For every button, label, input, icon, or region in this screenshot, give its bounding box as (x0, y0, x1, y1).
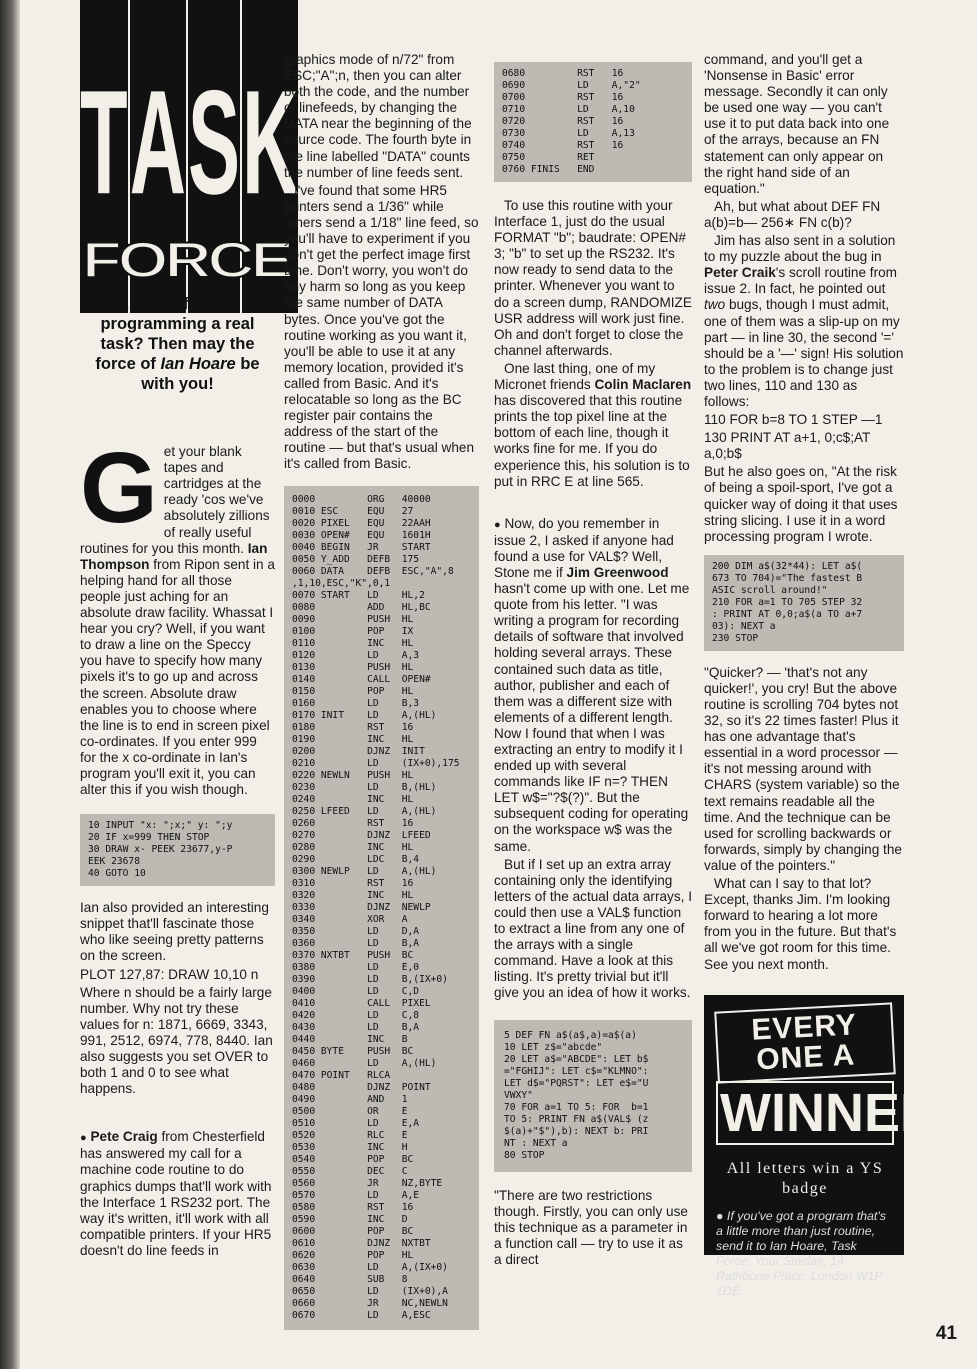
paragraph: I've found that some HR5 printers send a 1/36" while others send a 1/18" line feed, so you'll have to experiment if you don't get the perfect image first time. Don't worry, you won't do any harm so long as you keep the same number of DATA bytes. Once you've got the routine working as you want it, you'll be able to use it at any memory location, provided it's called from Basic. And it's relocatable so long as the BC register pair contains the address of the start of the routine — but that's usual when it's called from Basic. (284, 182, 479, 472)
text: Jim has also sent in a solution to my puzzle about the bug in (704, 233, 896, 265)
standfirst-pre: programming a real task? Then may the force of (95, 315, 255, 374)
logo-letter: A (130, 0, 186, 313)
text: bugs, though I must admit, one of them was a slip-up on my part — in line 30, the second '=' should be a '—' sign! His solution to the problem is to change just two lines, 110 and 130 as follows: (704, 297, 904, 409)
spacer (494, 492, 692, 516)
winner-heading-line-1: EVERY ONE A (714, 1002, 896, 1083)
emphasis: two (704, 297, 726, 313)
winner-subheading: All letters win a YS badge (726, 1159, 884, 1197)
paragraph: PLOT 127,87: DRAW 10,10 n (80, 966, 259, 982)
task-logo (80, 52, 299, 232)
page-number: 41 (935, 1323, 957, 1344)
paragraph: Where n should be a fairly large number. Why not try these values for n: 1871, 6669, 3343, 991, 2512, 6974, 778, 8440. Ian also suggests you set OVER to both 1 and 0 to see what happens. (80, 984, 273, 1097)
code-listing: 5 DEF FN a$(a$,a)=a$(a) 10 LET z$="abcde" 20 LET a$="ABCDE": LET b$ ="FGHIJ": LET c$="KLMNO": LET d$="PQRST": LET e$="U VWXY" 70 FOR a=1 TO 5: FOR b=1 TO 5: PRINT FN a$(VAL$ (z $(a)+"$"),b): NEXT b: PRI NT : NEXT a 80 STOP (494, 1020, 692, 1172)
text: 's scroll routine from issue 2. In fact, he pointed out (704, 265, 897, 297)
paragraph: graphics mode of n/72" from ESC;"A";n, then you can alter both the code, and the number of linefeeds, by changing the DATA near the beginning of the source code. The fourth byte in the line labelled "DATA" counts the number of line feeds sent. (284, 52, 472, 180)
code-listing: 200 DIM a$(32*44): LET a$( 673 TO 704)="The fastest B ASIC scroll around!" 210 FOR a=1 TO 705 STEP 32 : PRINT AT 0,0;a$(a TO a+7 03): NEXT a 230 STOP (704, 555, 904, 651)
standfirst-post: be with you! (141, 355, 260, 394)
column-1 (80, 52, 299, 1261)
logo-letter: T (80, 0, 128, 313)
drop-cap: G (80, 432, 158, 545)
paragraph: What can I say to that lot? Except, thanks Jim. I'm looking forward to hearing a lot more from you in the future. But that's all we've got room for this time. See you next month. (704, 876, 897, 972)
paragraph (80, 1129, 275, 1259)
contributor-name: Jim Greenwood (566, 564, 669, 580)
paragraph: But he also goes on, "At the risk of being a spoil-sport, I've got a quicker way of doing it that uses string slicing. I use it in a word processing program I wrote. (704, 464, 898, 544)
contributor-name: Peter Craik (704, 265, 776, 281)
contributor-name: Pete Craig (90, 1129, 158, 1145)
contributor-name: Ian Thompson (80, 540, 268, 572)
text: from Chesterfield has answered my call for a machine code routine to do graphics dumps that'll work with the Interface 1 RS232 port. The way it's written, it'll work with all compatible printers. If your HR5 doesn't do line feeds in (80, 1129, 272, 1258)
paragraph: "Quicker? — 'that's not any quicker!', you cry! But the above routine is scrolling 704 bytes not 32, so it's 22 times faster! Plus it has one advantage that's essential in a word processor — it's not messing around with CHARS (system variable) so the text remains readable all the time. And the technique can be used for scrolling backwards or forwards, simply by changing the value of the pointers." (704, 664, 902, 873)
paragraph: command, and you'll get a 'Nonsense in Basic' error message. Secondly it can only be used one way — you can't use it to put data back into one of the arrays, because an FN statement can only appear on the right hand side of an equation." (704, 52, 890, 196)
text: hasn't come up with one. Let me quote from his letter. "I was writing a program for recording details of software that involved holding several arrays. These contained such data as title, author, publisher and each of them was a different size with elements of a different length. Now I found that when I was extracting an entry to modify it I ended up with several commands like IF n=? THEN LET w$="?$(?)". But the subsequent coding for operating on the workspace w$ was the same. (494, 581, 690, 854)
paragraph: Ah, but what about DEF FN a(b)=b— 256∗ FN c(b)? (704, 198, 881, 230)
paragraph: 110 FOR b=8 TO 1 STEP —1 (704, 412, 883, 428)
standfirst-author: Ian Hoare (160, 355, 236, 374)
code-listing: 0000 ORG 40000 0010 ESC EQU 27 0020 PIXEL EQU 22AAH 0030 OPEN# EQU 1601H 0040 BEGIN JR START 0050 Y_ADD DEFB 175 0060 DATA DEFB ESC,"A",8 ,1,10,ESC,"K",0,1 0070 START LD HL,2 0080 ADD HL,BC 0090 PUSH HL 0100 POP IX 0110 INC HL 0120 LD A,3 0130 PUSH HL 0140 CALL OPEN# 0150 POP HL 0160 LD B,3 0170 INIT LD A,(HL) 0180 RST 16 0190 INC HL 0200 DJNZ INIT 0210 LD (IX+0),175 0220 NEWLN PUSH HL 0230 LD B,(HL) 0240 INC HL 0250 LFEED LD A,(HL) 0260 RST 16 0270 DJNZ LFEED 0280 INC HL 0290 LDC B,4 0300 NEWLP LD A,(HL) 0310 RST 16 0320 INC HL 0330 DJNZ NEWLP 0340 XOR A 0350 LD D,A 0360 LD B,A 0370 NXTBT PUSH BC 0380 LD E,0 0390 LD B,(IX+0) 0400 LD C,D 0410 CALL PIXEL 0420 LD C,8 0430 LD B,A 0440 INC B 0450 BYTE PUSH BC 0460 LD A,(HL) 0470 POINT RLCA 0480 DJNZ POINT 0490 AND 1 0500 OR E 0510 LD E,A 0520 RLC E 0530 INC H 0540 POP BC 0550 DEC C 0560 JR NZ,BYTE 0570 LD A,E 0580 RST 16 0590 INC D 0600 POP BC 0610 DJNZ NXTBT 0620 POP HL 0630 LD A,(IX+0) 0640 SUB 8 0650 LD (IX+0),A 0660 JR NC,NEWLN 0670 LD A,ESC (284, 486, 479, 1330)
text: One last thing, one of my Micronet friends (494, 360, 656, 393)
text: Now, do you remember in issue 2, I asked if anyone had found a use for VAL$? Well, Stone me if (494, 515, 674, 580)
spacer (80, 1099, 275, 1129)
logo-letter: K (242, 0, 298, 313)
contributor-name: Colin Maclaren (594, 377, 692, 393)
paragraph (494, 516, 692, 855)
code-listing: 10 INPUT "x: ";x;" y: ";y 20 IF x=999 THEN STOP 30 DRAW x- PEEK 23677,y-P EEK 23678 40 GOTO 10 (80, 814, 275, 886)
paragraph (704, 233, 904, 410)
column-3 (494, 52, 692, 1270)
winner-instructions: ● If you've got a program that's a little more than just routine, send it to Ian Hoare, Task Force, Your Sinclair, 14 Rathbone Place, London W1P 1DE. (716, 1208, 886, 1298)
bullet-icon: ● (80, 1132, 87, 1145)
paragraph: To use this routine with your Interface 1, just do the usual FORMAT "b"; baudrate: OPEN# 3; "b" to set up the RS232. It's now ready to send data to the printer. Whenever you want to do a screen dump, RANDOMIZE USR address will work just fine. Oh and don't forget to close the channel afterwards. (494, 198, 692, 358)
bullet-icon: ● (494, 518, 501, 531)
page-spine (0, 0, 20, 1369)
winner-heading-line-2: WINNER! (716, 1081, 894, 1145)
paragraph: "There are two restrictions though. Firstly, you can only use this technique as a parameter in a function call — try to use it as a direct (494, 1187, 688, 1267)
column-4 (704, 52, 957, 1298)
column-2 (284, 52, 479, 1340)
text: et your blank tapes and cartridges at the ready 'cos we've absolutely zillions of really useful routines for you this month. (80, 444, 270, 556)
paragraph (494, 361, 692, 490)
code-listing: 0680 RST 16 0690 LD A,"2" 0700 RST 16 0710 LD A,10 0720 RST 16 0730 LD A,13 0740 RST 16 0750 RET 0760 FINIS END (494, 62, 692, 182)
paragraph: 130 PRINT AT a+1, 0;c$;AT a,0;b$ (704, 430, 871, 462)
paragraph: But if I set up an extra array containing only the identifying letters of the actual data arrays, I could then use a VAL$ function to extract a line from any one of the arrays with a single command. Have a look at this listing. It's pretty trivial but it'll give you an idea of how it works. (494, 856, 692, 1001)
logo-letter: S (188, 0, 240, 313)
force-logo: FORCE (82, 232, 290, 288)
paragraph: Ian also provided an interesting snippet that'll fascinate those who like seeing pretty patterns on the screen. (80, 900, 269, 964)
competition-box (704, 995, 957, 1298)
text: has discovered that this routine prints the top pixel line at the bottom of each line, though it works fine for me. If you do experience this, his solution is to put in RRC E at line 565. (494, 393, 690, 489)
text: from Ripon sent in a helping hand for all those people just aching for an absolute draw facility. Whassat I hear you cry? Well, if you want to draw a line on the Speccy you have to specify how many pixels it's to go up and across the screen. Absolute draw enables you to choose where the line is to end in screen pixel co-ordinates. If you enter 999 for the x co-ordinate in Ian's program you'll exit it, you can alter this if you wish though. (80, 556, 275, 798)
paragraph (80, 432, 275, 798)
